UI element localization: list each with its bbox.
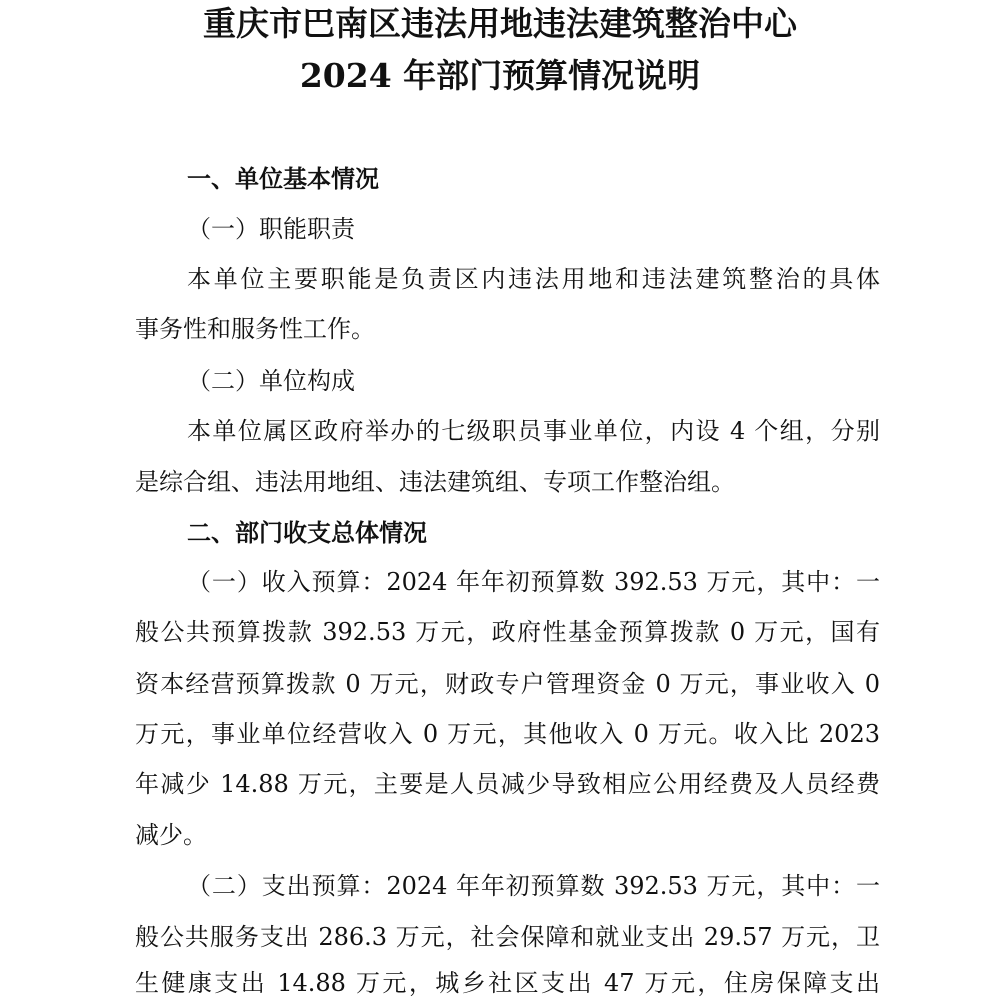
section-heading-1: 一、单位基本情况 [187,164,379,193]
document-title-line-1: 重庆市巴南区违法用地违法建筑整治中心 [203,4,797,43]
paragraph-line: 万元，事业单位经营收入 0 万元，其他收入 0 万元。收入比 2023 [135,720,880,748]
paragraph-line: （二）支出预算：2024 年年初预算数 392.53 万元，其中：一 [187,872,880,900]
paragraph-line: 般公共服务支出 286.3 万元，社会保障和就业支出 29.57 万元，卫 [135,923,880,951]
paragraph-line: 本单位主要职能是负责区内违法用地和违法建筑整治的具体 [187,265,880,293]
document-title-line-2: 2024 年部门预算情况说明 [299,56,701,95]
paragraph-line: 减少。 [135,821,207,849]
paragraph-line: 生健康支出 14.88 万元，城乡社区支出 47 万元，住房保障支出 [135,969,880,997]
paragraph-line: 资本经营预算拨款 0 万元，财政专户管理资金 0 万元，事业收入 0 [135,670,880,698]
section-heading-2: 二、部门收支总体情况 [187,518,427,547]
paragraph-line: 事务性和服务性工作。 [135,315,375,343]
paragraph-line: 本单位属区政府举办的七级职员事业单位，内设 4 个组，分别 [187,417,880,445]
paragraph-line: 年减少 14.88 万元，主要是人员减少导致相应公用经费及人员经费 [135,770,880,798]
paragraph-line: （一）收入预算：2024 年年初预算数 392.53 万元，其中：一 [187,568,880,596]
subsection-heading-1-2: （二）单位构成 [187,367,355,395]
subsection-heading-1-1: （一）职能职责 [187,215,355,243]
paragraph-line: 般公共预算拨款 392.53 万元，政府性基金预算拨款 0 万元，国有 [135,618,880,646]
paragraph-line: 是综合组、违法用地组、违法建筑组、专项工作整治组。 [135,468,735,496]
